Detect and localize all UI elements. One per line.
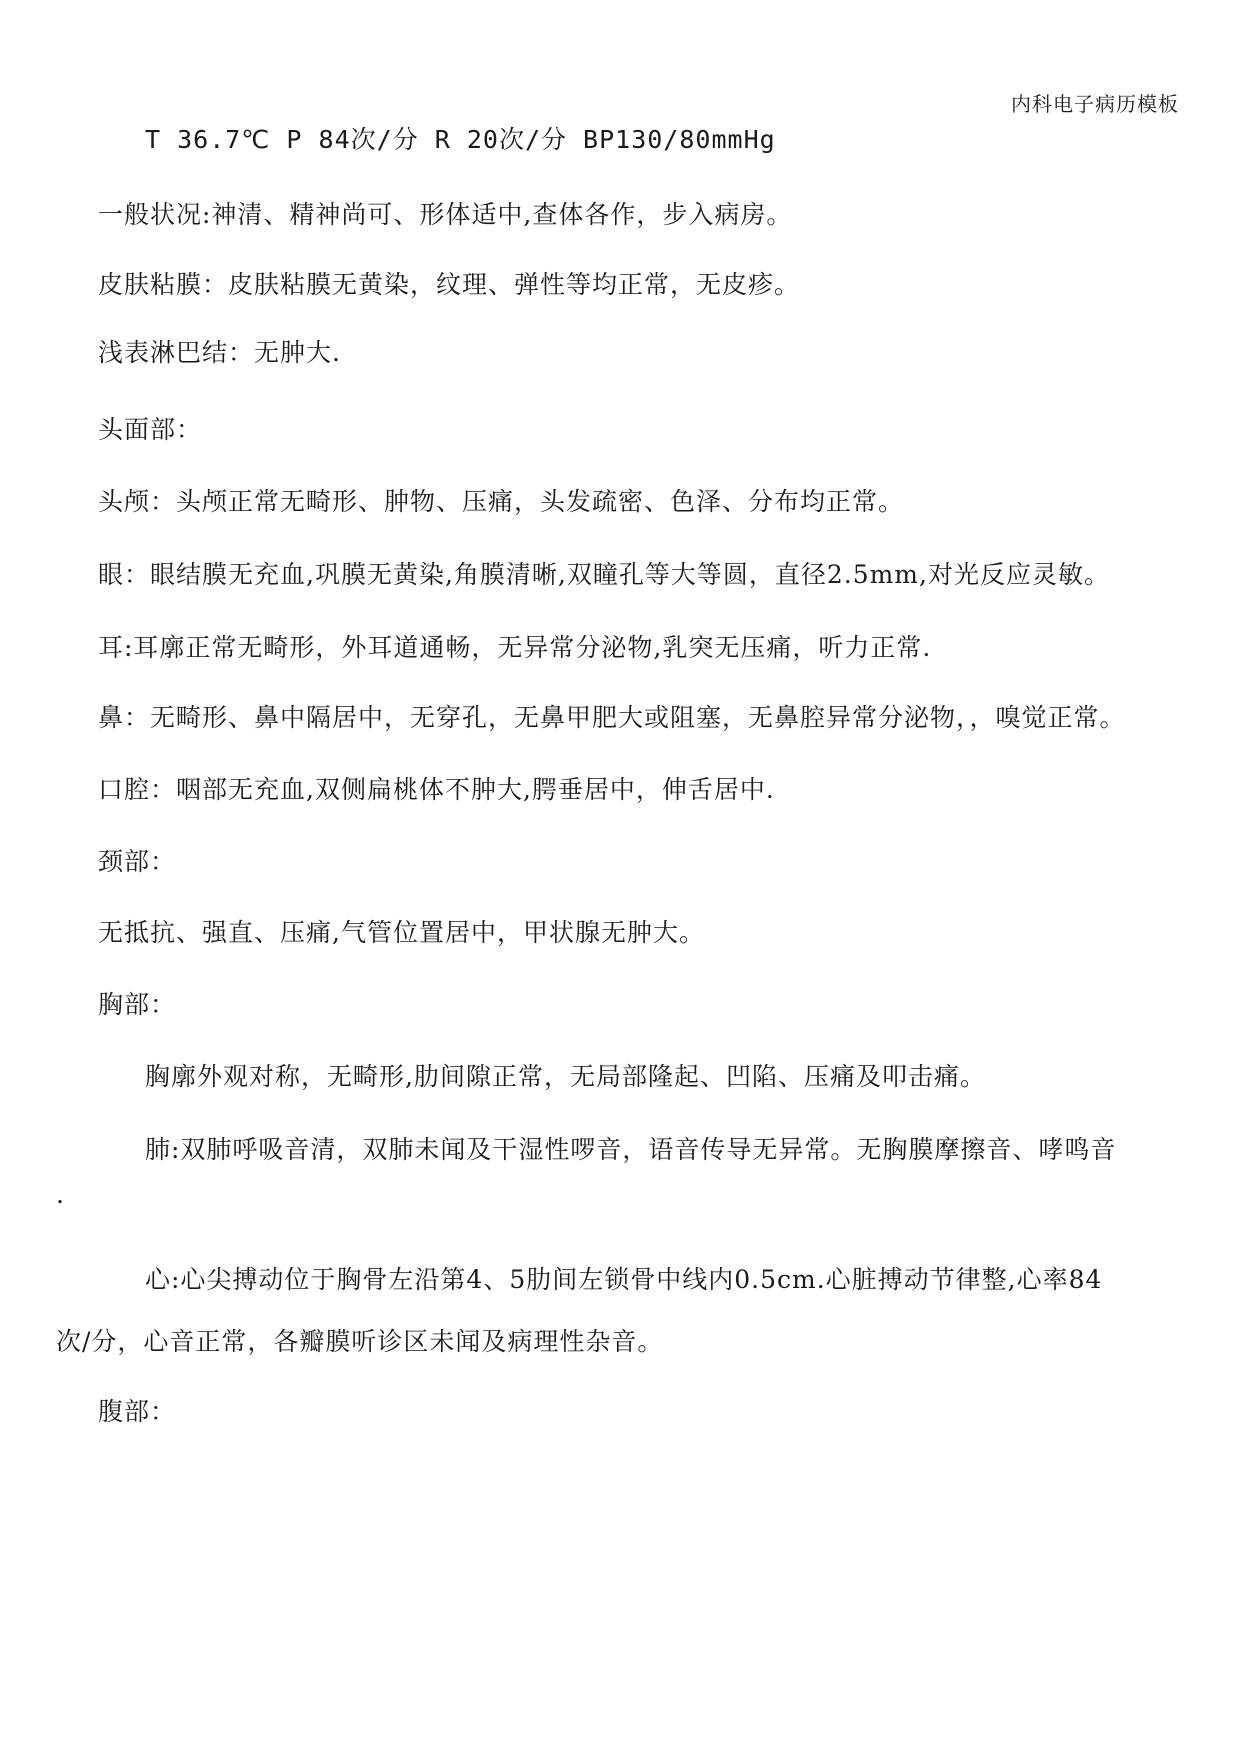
neck-detail-line: 无抵抗、强直、压痛,气管位置居中，甲状腺无肿大。 xyxy=(98,918,705,947)
nose-line: 鼻：无畸形、鼻中隔居中，无穿孔，无鼻甲肥大或阻塞，无鼻腔异常分泌物，，嗅觉正常。 xyxy=(98,703,1126,732)
abdomen-heading: 腹部： xyxy=(98,1397,177,1426)
heart-line-continuation: 次/分，心音正常，各瓣膜听诊区未闻及病理性杂音。 xyxy=(56,1327,664,1356)
chest-heading: 胸部： xyxy=(98,990,177,1019)
ear-line: 耳:耳廓正常无畸形，外耳道通畅，无异常分泌物,乳突无压痛，听力正常. xyxy=(98,633,932,662)
vital-signs-line: T 36.7℃ P 84次/分 R 20次/分 BP130/80mmHg xyxy=(145,125,776,154)
heart-line: 心:心尖搏动位于胸骨左沿第4、5肋间左锁骨中线内0.5cm.心脏搏动节律整,心率84 xyxy=(145,1265,1103,1294)
eye-line: 眼：眼结膜无充血,巩膜无黄染,角膜清晰,双瞳孔等大等圆，直径2.5mm,对光反应灵敏。 xyxy=(98,560,1110,589)
lung-line-continuation: . xyxy=(56,1180,65,1209)
lymph-node-line: 浅表淋巴结：无肿大. xyxy=(98,338,341,367)
lung-line: 肺:双肺呼吸音清，双肺未闻及干湿性啰音，语音传导无异常。无胸膜摩擦音、哮鸣音 xyxy=(145,1135,1117,1164)
skin-mucosa-line: 皮肤粘膜：皮肤粘膜无黄染，纹理、弹性等均正常，无皮疹。 xyxy=(98,270,801,299)
oral-cavity-line: 口腔：咽部无充血,双侧扁桃体不肿大,腭垂居中，伸舌居中. xyxy=(98,775,775,804)
skull-line: 头颅：头颅正常无畸形、肿物、压痛，头发疏密、色泽、分布均正常。 xyxy=(98,487,905,516)
neck-heading: 颈部： xyxy=(98,847,177,876)
general-status-line: 一般状况:神清、精神尚可、形体适中,查体各作，步入病房。 xyxy=(98,200,793,229)
thorax-line: 胸廓外观对称，无畸形,肋间隙正常，无局部隆起、凹陷、压痛及叩击痛。 xyxy=(145,1062,986,1091)
head-face-heading: 头面部： xyxy=(98,415,203,444)
page-header-title: 内科电子病历模板 xyxy=(1011,92,1179,116)
